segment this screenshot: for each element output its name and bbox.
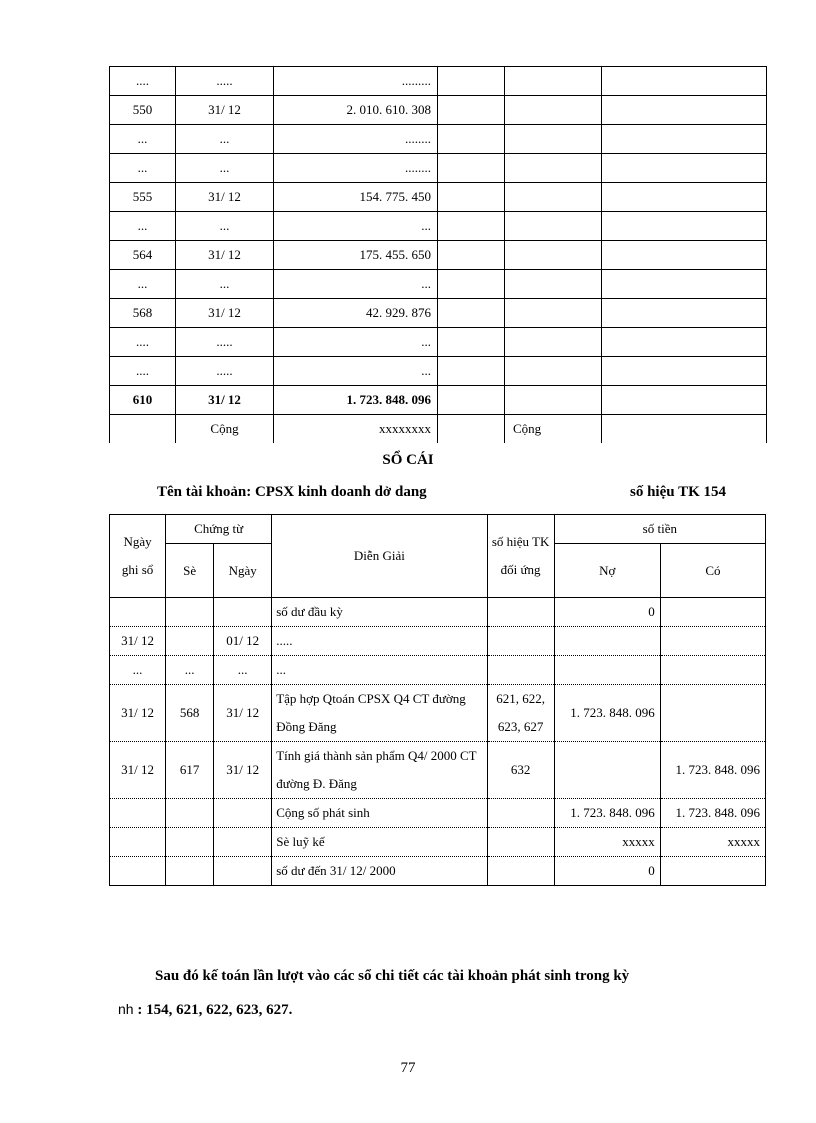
cell-c4 (438, 299, 505, 328)
cell-c5 (505, 328, 602, 357)
ledger-cell-vdate (214, 828, 272, 857)
ledger-cell-debit: 0 (554, 598, 660, 627)
account-name: Tên tài khoản: CPSX kinh doanh dở dang (157, 484, 427, 500)
ledger-cell-vdate (214, 799, 272, 828)
cell-c3: 42. 929. 876 (274, 299, 438, 328)
cell-c5 (505, 154, 602, 183)
cell-c3: ......... (274, 67, 438, 96)
cell-c2: 31/ 12 (176, 241, 274, 270)
ledger-cell-credit (660, 857, 765, 886)
body-paragraph: Sau đó kế toán lần lượt vào các sổ chi tiết các tài khoản phát sinh trong kỳ (155, 968, 630, 984)
ledger-cell-vdate (214, 598, 272, 627)
line-prefix: nh (118, 1001, 134, 1017)
ledger-cell-no: ... (166, 656, 214, 685)
table-row (110, 328, 767, 357)
cell-c1: ... (110, 154, 176, 183)
ledger-cell-acct (487, 627, 554, 656)
ledger-cell-date: ... (110, 656, 166, 685)
cell-c6 (602, 270, 767, 299)
ledger-row (110, 857, 766, 886)
cell-c1: ... (110, 125, 176, 154)
cell-c4 (438, 154, 505, 183)
ledger-cell-vdate: ... (214, 656, 272, 685)
ledger-cell-date (110, 799, 166, 828)
ledger-row (110, 627, 766, 656)
cell-c2: ... (176, 212, 274, 241)
cell-c6 (602, 183, 767, 212)
header-description: Diễn Giải (272, 515, 487, 598)
ledger-cell-debit: 1. 723. 848. 096 (554, 685, 660, 742)
cell-c5 (505, 299, 602, 328)
cell-c4 (438, 183, 505, 212)
cell-c6 (602, 415, 767, 444)
ledger-row (110, 828, 766, 857)
ledger-cell-date: 31/ 12 (110, 627, 166, 656)
ledger-cell-debit (554, 627, 660, 656)
header-voucher-date: Ngày (214, 544, 272, 598)
cell-c4 (438, 386, 505, 415)
cell-c1: .... (110, 328, 176, 357)
cell-c5: Cộng (505, 415, 602, 444)
ledger-cell-debit (554, 742, 660, 799)
cell-c6 (602, 96, 767, 125)
table-row (110, 67, 767, 96)
ledger-cell-debit: xxxxx (554, 828, 660, 857)
cell-c1: .... (110, 67, 176, 96)
cell-c3: 154. 775. 450 (274, 183, 438, 212)
header-contra-account: số hiệu TK đối ứng (487, 515, 554, 598)
ledger-cell-vdate: 31/ 12 (214, 742, 272, 799)
ledger-cell-acct: 621, 622, 623, 627 (487, 685, 554, 742)
cell-c5 (505, 183, 602, 212)
cell-c2: 31/ 12 (176, 96, 274, 125)
cell-c6 (602, 125, 767, 154)
ledger-cell-vdate: 31/ 12 (214, 685, 272, 742)
cell-c3: 2. 010. 610. 308 (274, 96, 438, 125)
ledger-cell-vdate (214, 857, 272, 886)
ledger-cell-no (166, 828, 214, 857)
ledger-cell-debit: 0 (554, 857, 660, 886)
cell-c4 (438, 328, 505, 357)
ledger-cell-acct (487, 857, 554, 886)
account-number: số hiệu TK 154 (630, 484, 726, 500)
ledger-cell-date (110, 857, 166, 886)
ledger-cell-debit (554, 656, 660, 685)
ledger-cell-desc: ..... (272, 627, 487, 656)
header-date: Ngày ghi sổ (110, 515, 166, 598)
cell-c5 (505, 212, 602, 241)
header-voucher-no: Sè (166, 544, 214, 598)
table-row (110, 357, 767, 386)
cell-c5 (505, 96, 602, 125)
cell-c2: ..... (176, 67, 274, 96)
cell-c4 (438, 270, 505, 299)
table-row (110, 386, 767, 415)
cell-c1 (110, 415, 176, 444)
cell-c1: 555 (110, 183, 176, 212)
cell-c3: ........ (274, 125, 438, 154)
cell-c1: .... (110, 357, 176, 386)
cell-c1: 568 (110, 299, 176, 328)
ledger-cell-credit: 1. 723. 848. 096 (660, 799, 765, 828)
header-credit: Có (660, 544, 765, 598)
cell-c6 (602, 67, 767, 96)
cell-c2: ... (176, 270, 274, 299)
cell-c6 (602, 386, 767, 415)
ledger-cell-no: 617 (166, 742, 214, 799)
table-row (110, 125, 767, 154)
cell-c4 (438, 357, 505, 386)
header-debit: Nợ (554, 544, 660, 598)
ledger-cell-desc: số dư đầu kỳ (272, 598, 487, 627)
ledger-cell-desc: Sè luỹ kế (272, 828, 487, 857)
cell-c6 (602, 154, 767, 183)
cell-c1: 550 (110, 96, 176, 125)
table-row (110, 96, 767, 125)
table-row (110, 212, 767, 241)
cell-c2: 31/ 12 (176, 386, 274, 415)
cell-c5 (505, 386, 602, 415)
ledger-cell-debit: 1. 723. 848. 096 (554, 799, 660, 828)
table-row (110, 241, 767, 270)
ledger-cell-date: 31/ 12 (110, 742, 166, 799)
ledger-cell-credit (660, 656, 765, 685)
cell-c1: 610 (110, 386, 176, 415)
cell-c6 (602, 212, 767, 241)
cell-c2: 31/ 12 (176, 299, 274, 328)
cell-c1: 564 (110, 241, 176, 270)
ledger-cell-credit (660, 627, 765, 656)
top-ledger-table (109, 66, 767, 443)
table-row (110, 154, 767, 183)
cell-c3: ... (274, 328, 438, 357)
table-row (110, 415, 767, 444)
ledger-cell-no: 568 (166, 685, 214, 742)
cell-c6 (602, 241, 767, 270)
cell-c6 (602, 328, 767, 357)
ledger-row (110, 799, 766, 828)
cell-c2: ..... (176, 328, 274, 357)
cell-c5 (505, 67, 602, 96)
cell-c1: ... (110, 270, 176, 299)
ledger-cell-acct (487, 799, 554, 828)
general-ledger-table (109, 514, 766, 886)
body-paragraph-line2 (118, 993, 778, 1026)
cell-c4 (438, 67, 505, 96)
ledger-cell-date: 31/ 12 (110, 685, 166, 742)
ledger-cell-no (166, 857, 214, 886)
cell-c6 (602, 357, 767, 386)
cell-c2: Cộng (176, 415, 274, 444)
ledger-cell-no (166, 799, 214, 828)
ledger-row (110, 742, 766, 799)
ledger-cell-credit (660, 685, 765, 742)
table-row (110, 270, 767, 299)
ledger-cell-vdate: 01/ 12 (214, 627, 272, 656)
cell-c6 (602, 299, 767, 328)
ledger-cell-credit: xxxxx (660, 828, 765, 857)
ledger-cell-credit: 1. 723. 848. 096 (660, 742, 765, 799)
ledger-title: SỔ CÁI (382, 452, 434, 468)
ledger-cell-desc: ... (272, 656, 487, 685)
ledger-cell-no (166, 627, 214, 656)
cell-c3: ... (274, 357, 438, 386)
cell-c2: ..... (176, 357, 274, 386)
header-amount: số tiền (554, 515, 765, 544)
ledger-cell-desc: Tập hợp Qtoán CPSX Q4 CT đường Đồng Đăng (272, 685, 487, 742)
ledger-row (110, 685, 766, 742)
account-list: : 154, 621, 622, 623, 627. (137, 1002, 293, 1018)
cell-c4 (438, 96, 505, 125)
cell-c3: ... (274, 270, 438, 299)
ledger-cell-desc: Cộng số phát sinh (272, 799, 487, 828)
header-voucher: Chứng từ (166, 515, 272, 544)
cell-c4 (438, 212, 505, 241)
cell-c4 (438, 415, 505, 444)
cell-c4 (438, 241, 505, 270)
ledger-row (110, 656, 766, 685)
ledger-cell-no (166, 598, 214, 627)
ledger-cell-acct (487, 828, 554, 857)
ledger-cell-date (110, 598, 166, 627)
cell-c3: 1. 723. 848. 096 (274, 386, 438, 415)
cell-c5 (505, 270, 602, 299)
ledger-cell-acct (487, 656, 554, 685)
cell-c2: ... (176, 154, 274, 183)
cell-c3: ........ (274, 154, 438, 183)
cell-c3: 175. 455. 650 (274, 241, 438, 270)
cell-c2: 31/ 12 (176, 183, 274, 212)
cell-c3: xxxxxxxx (274, 415, 438, 444)
cell-c3: ... (274, 212, 438, 241)
ledger-cell-date (110, 828, 166, 857)
cell-c5 (505, 241, 602, 270)
ledger-cell-credit (660, 598, 765, 627)
ledger-cell-desc: số dư đến 31/ 12/ 2000 (272, 857, 487, 886)
table-row (110, 299, 767, 328)
ledger-cell-acct: 632 (487, 742, 554, 799)
ledger-cell-acct (487, 598, 554, 627)
ledger-cell-desc: Tính giá thành sản phẩm Q4/ 2000 CT đường Đ. Đăng (272, 742, 487, 799)
table-row (110, 183, 767, 212)
cell-c5 (505, 357, 602, 386)
cell-c2: ... (176, 125, 274, 154)
cell-c4 (438, 125, 505, 154)
ledger-row (110, 598, 766, 627)
cell-c5 (505, 125, 602, 154)
cell-c1: ... (110, 212, 176, 241)
page-number: 77 (400, 1060, 416, 1076)
